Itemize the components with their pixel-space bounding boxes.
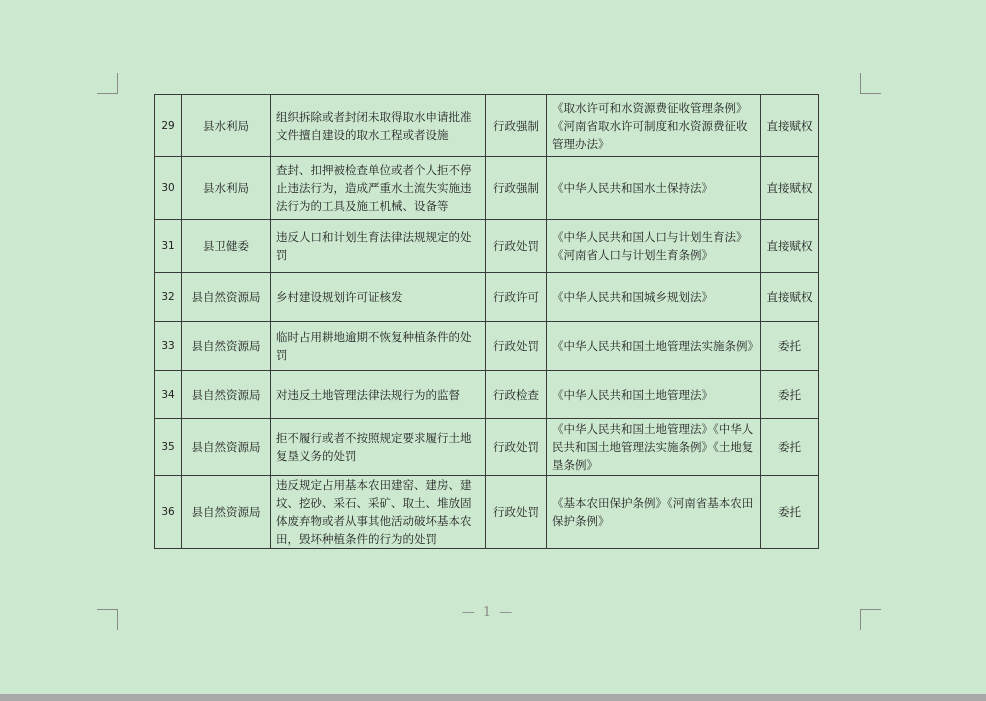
power-type-cell: 行政处罚	[486, 419, 547, 476]
department-cell: 县自然资源局	[182, 476, 271, 549]
legal-basis-cell: 《中华人民共和国土地管理法实施条例》	[547, 322, 761, 371]
legal-basis-cell: 《中华人民共和国土地管理法》《中华人民共和国土地管理法实施条例》《土地复垦条例》	[547, 419, 761, 476]
legal-basis-cell: 《中华人民共和国人口与计划生育法》《河南省人口与计划生育条例》	[547, 220, 761, 273]
row-number: 35	[155, 419, 182, 476]
grant-mode-cell: 直接赋权	[761, 220, 819, 273]
department-cell: 县自然资源局	[182, 419, 271, 476]
crop-mark-top-left	[97, 73, 118, 94]
authority-table	[154, 94, 819, 549]
power-type-cell: 行政处罚	[486, 476, 547, 549]
row-number: 30	[155, 157, 182, 220]
department-cell: 县水利局	[182, 157, 271, 220]
crop-mark-bottom-right	[860, 609, 881, 630]
department-cell: 县自然资源局	[182, 371, 271, 419]
legal-basis-cell: 《中华人民共和国水土保持法》	[547, 157, 761, 220]
power-type-cell: 行政强制	[486, 95, 547, 157]
power-item-cell: 拒不履行或者不按照规定要求履行土地复垦义务的处罚	[271, 419, 486, 476]
row-number: 32	[155, 273, 182, 322]
row-number: 33	[155, 322, 182, 371]
bottom-scroll-area	[0, 694, 986, 701]
power-item-cell: 违反规定占用基本农田建窑、建房、建坟、挖砂、采石、采矿、取土、堆放固体废弃物或者从事其他活动破坏基本农田，毁坏种植条件的行为的处罚	[271, 476, 486, 549]
power-type-cell: 行政检查	[486, 371, 547, 419]
power-item-cell: 违反人口和计划生育法律法规规定的处罚	[271, 220, 486, 273]
department-cell: 县自然资源局	[182, 273, 271, 322]
table-row	[155, 220, 819, 273]
row-number: 31	[155, 220, 182, 273]
grant-mode-cell: 直接赋权	[761, 157, 819, 220]
power-item-cell: 组织拆除或者封闭未取得取水申请批准文件擅自建设的取水工程或者设施	[271, 95, 486, 157]
power-item-cell: 对违反土地管理法律法规行为的监督	[271, 371, 486, 419]
power-item-cell: 临时占用耕地逾期不恢复种植条件的处罚	[271, 322, 486, 371]
power-item-cell: 乡村建设规划许可证核发	[271, 273, 486, 322]
department-cell: 县卫健委	[182, 220, 271, 273]
grant-mode-cell: 直接赋权	[761, 273, 819, 322]
power-type-cell: 行政处罚	[486, 322, 547, 371]
department-cell: 县水利局	[182, 95, 271, 157]
power-type-cell: 行政处罚	[486, 220, 547, 273]
grant-mode-cell: 委托	[761, 419, 819, 476]
grant-mode-cell: 委托	[761, 371, 819, 419]
table-row	[155, 419, 819, 476]
table-row	[155, 157, 819, 220]
power-type-cell: 行政许可	[486, 273, 547, 322]
table-row	[155, 273, 819, 322]
row-number: 34	[155, 371, 182, 419]
crop-mark-bottom-left	[97, 609, 118, 630]
row-number: 29	[155, 95, 182, 157]
grant-mode-cell: 委托	[761, 322, 819, 371]
crop-mark-top-right	[860, 73, 881, 94]
legal-basis-cell: 《基本农田保护条例》《河南省基本农田保护条例》	[547, 476, 761, 549]
grant-mode-cell: 委托	[761, 476, 819, 549]
page-number: — 1 —	[461, 605, 515, 620]
grant-mode-cell: 直接赋权	[761, 95, 819, 157]
table-row	[155, 476, 819, 549]
table-row	[155, 95, 819, 157]
row-number: 36	[155, 476, 182, 549]
legal-basis-cell: 《取水许可和水资源费征收管理条例》《河南省取水许可制度和水资源费征收管理办法》	[547, 95, 761, 157]
table-row	[155, 322, 819, 371]
department-cell: 县自然资源局	[182, 322, 271, 371]
table-row	[155, 371, 819, 419]
power-item-cell: 查封、扣押被检查单位或者个人拒不停止违法行为，造成严重水土流失实施违法行为的工具及施工机械、设备等	[271, 157, 486, 220]
legal-basis-cell: 《中华人民共和国城乡规划法》	[547, 273, 761, 322]
legal-basis-cell: 《中华人民共和国土地管理法》	[547, 371, 761, 419]
power-type-cell: 行政强制	[486, 157, 547, 220]
